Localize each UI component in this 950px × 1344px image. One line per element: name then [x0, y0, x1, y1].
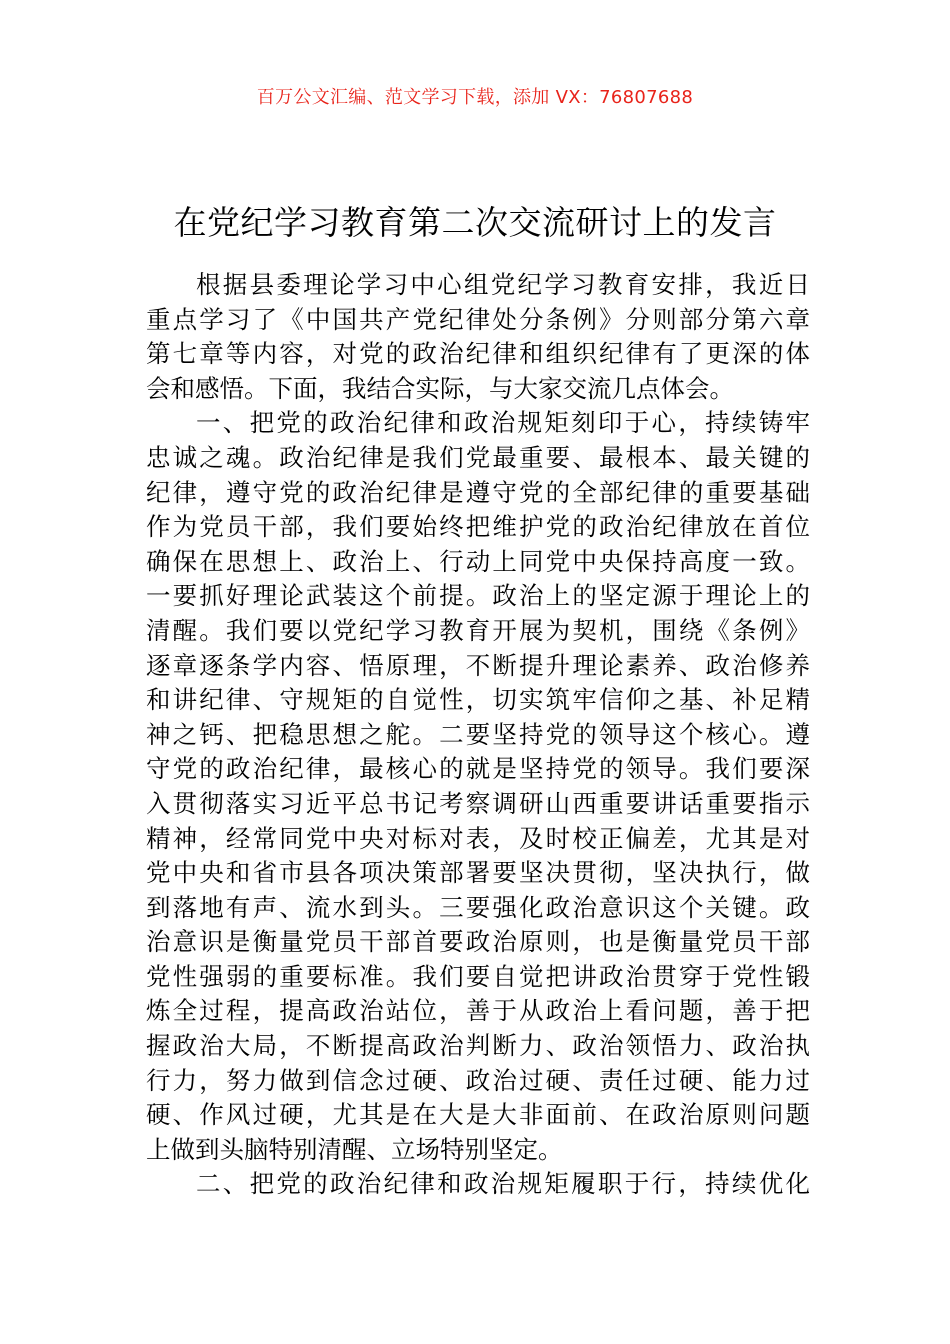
paragraph-line: 根据县委理论学习中心组党纪学习教育安排，我近日: [196, 270, 810, 299]
paragraph-line: 神之钙、把稳思想之舵。二要坚持党的领导这个核心。遵: [146, 719, 810, 749]
paragraph-line: 二、把党的政治纪律和政治规矩履职于行，持续优化: [196, 1169, 810, 1199]
paragraph-line: 清醒。我们要以党纪学习教育开展为契机，围绕《条例》: [146, 615, 810, 645]
paragraph-line: 党中央和省市县各项决策部署要坚决贯彻，坚决执行，做: [146, 858, 810, 888]
paragraph-line: 精神，经常同党中央对标对表，及时校正偏差，尤其是对: [146, 823, 810, 853]
paragraph-line: 到落地有声、流水到头。三要强化政治意识这个关键。政: [146, 892, 810, 922]
paragraph-line: 守党的政治纪律，最核心的就是坚持党的领导。我们要深: [146, 754, 810, 784]
paragraph-line: 和讲纪律、守规矩的自觉性，切实筑牢信仰之基、补足精: [146, 685, 810, 715]
paragraph-line: 行力，努力做到信念过硬、政治过硬、责任过硬、能力过: [146, 1065, 810, 1095]
document-body: [146, 268, 810, 1202]
paragraph-line: 第七章等内容，对党的政治纪律和组织纪律有了更深的体: [146, 339, 810, 369]
paragraph-line: 入贯彻落实习近平总书记考察调研山西重要讲话重要指示: [146, 788, 810, 818]
paragraph-line: 逐章逐条学内容、悟原理，不断提升理论素养、政治修养: [146, 650, 810, 680]
header-watermark: 百万公文汇编、范文学习下载，添加 VX：76807688: [256, 87, 694, 108]
paragraph-line: 炼全过程，提高政治站位，善于从政治上看问题，善于把: [146, 996, 810, 1026]
paragraph-line: 一要抓好理论武装这个前提。政治上的坚定源于理论上的: [146, 581, 810, 611]
paragraph-line: 硬、作风过硬，尤其是在大是大非面前、在政治原则问题: [146, 1100, 810, 1130]
paragraph-line: 忠诚之魂。政治纪律是我们党最重要、最根本、最关键的: [146, 442, 810, 472]
paragraph-line: 会和感悟。下面，我结合实际，与大家交流几点体会。: [146, 373, 734, 403]
paragraph-line: 重点学习了《中国共产党纪律处分条例》分则部分第六章: [146, 304, 810, 334]
paragraph-line: 作为党员干部，我们要始终把维护党的政治纪律放在首位: [146, 512, 810, 542]
paragraph-line: 治意识是衡量党员干部首要政治原则，也是衡量党员干部: [146, 927, 810, 957]
document-title: 在党纪学习教育第二次交流研讨上的发言: [173, 203, 777, 243]
paragraph-line: 纪律，遵守党的政治纪律是遵守党的全部纪律的重要基础: [146, 477, 810, 507]
paragraph-line: 上做到头脑特别清醒、立场特别坚定。: [146, 1134, 563, 1164]
paragraph-line: 党性强弱的重要标准。我们要自觉把讲政治贯穿于党性锻: [146, 961, 810, 991]
paragraph-line: 握政治大局，不断提高政治判断力、政治领悟力、政治执: [146, 1031, 810, 1061]
paragraph-line: 一、把党的政治纪律和政治规矩刻印于心，持续铸牢: [196, 408, 810, 438]
paragraph-line: 确保在思想上、政治上、行动上同党中央保持高度一致。: [146, 546, 810, 576]
